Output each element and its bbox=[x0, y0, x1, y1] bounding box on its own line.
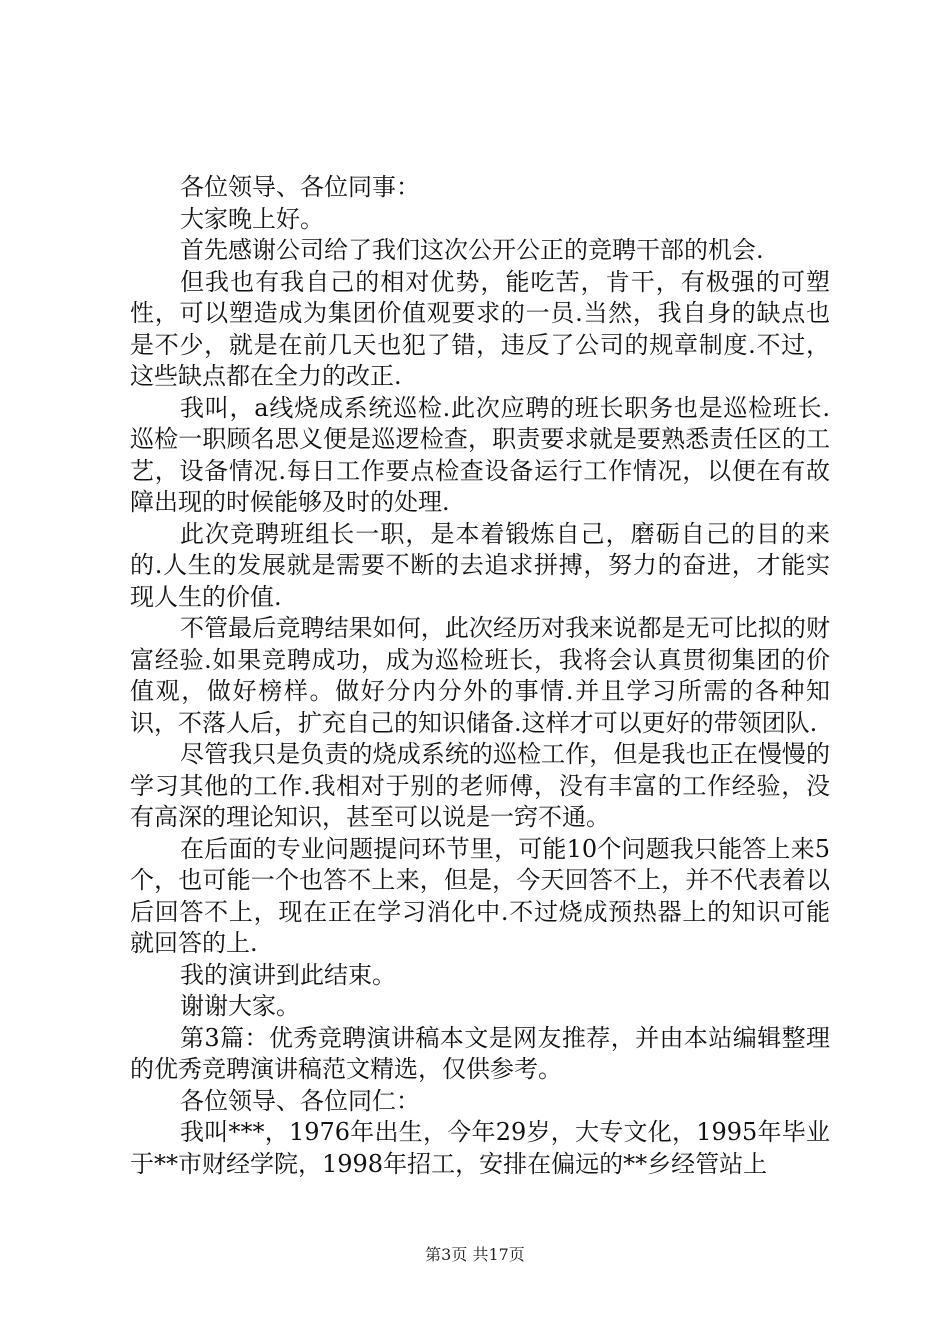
section-heading: 第3篇：优秀竞聘演讲稿本文是网友推荐，并由本站编辑整理的优秀竞聘演讲稿范文精选，仅供参考。 bbox=[130, 1023, 830, 1083]
thanks-line: 谢谢大家。 bbox=[180, 992, 300, 1020]
body-paragraph: 但我也有我自己的相对优势，能吃苦，肯干，有极强的可塑性，可以塑造成为集团价值观要求的一员.当然，我自身的缺点也是不少，就是在前几天也犯了错，违反了公司的规章制度.不过，这些缺点都在全力的改正. bbox=[130, 267, 830, 390]
body-paragraph: 此次竞聘班组长一职，是本着锻炼自己，磨砺自己的目的来的.人生的发展就是需要不断的去追求拼搏，努力的奋进，才能实现人生的价值. bbox=[130, 519, 830, 611]
body-paragraph: 我叫***，1976年出生，今年29岁，大专文化，1995年毕业于**市财经学院，1998年招工，安排在偏远的**乡经管站上 bbox=[130, 1118, 830, 1178]
document-body bbox=[130, 172, 830, 1180]
body-paragraph: 首先感谢公司给了我们这次公开公正的竞聘干部的机会. bbox=[180, 236, 764, 264]
body-paragraph: 尽管我只是负责的烧成系统的巡检工作，但是我也正在慢慢的学习其他的工作.我相对于别的老师傅，没有丰富的工作经验，没有高深的理论知识，甚至可以说是一窍不通。 bbox=[130, 740, 830, 831]
salutation: 各位领导、各位同事： bbox=[180, 173, 420, 201]
salutation: 各位领导、各位同仁： bbox=[180, 1086, 420, 1115]
body-paragraph: 我叫，a线烧成系统巡检.此次应聘的班长职务也是巡检班长.巡检一职顾名思义便是巡逻检查，职责要求就是要熟悉责任区的工艺，设备情况.每日工作要点检查设备运行工作情况，以便在有故障出现的时候能够及时的处理. bbox=[130, 393, 830, 516]
page-number-footer: 第3页 共17页 bbox=[425, 1245, 525, 1264]
closing-line: 我的演讲到此结束。 bbox=[180, 960, 396, 989]
greeting: 大家晚上好。 bbox=[180, 204, 324, 233]
body-paragraph: 不管最后竞聘结果如何，此次经历对我来说都是无可比拟的财富经验.如果竞聘成功，成为巡检班长，我将会认真贯彻集团的价值观，做好榜样。做好分内分外的事情.并且学习所需的各种知识，不落人后，扩充自己的知识储备.这样才可以更好的带领团队. bbox=[130, 614, 830, 737]
body-paragraph: 在后面的专业问题提问环节里，可能10个问题我只能答上来5个，也可能一个也答不上来，但是，今天回答不上，并不代表着以后回答不上，现在正在学习消化中.不过烧成预热器上的知识可能就回答的上. bbox=[130, 834, 830, 957]
